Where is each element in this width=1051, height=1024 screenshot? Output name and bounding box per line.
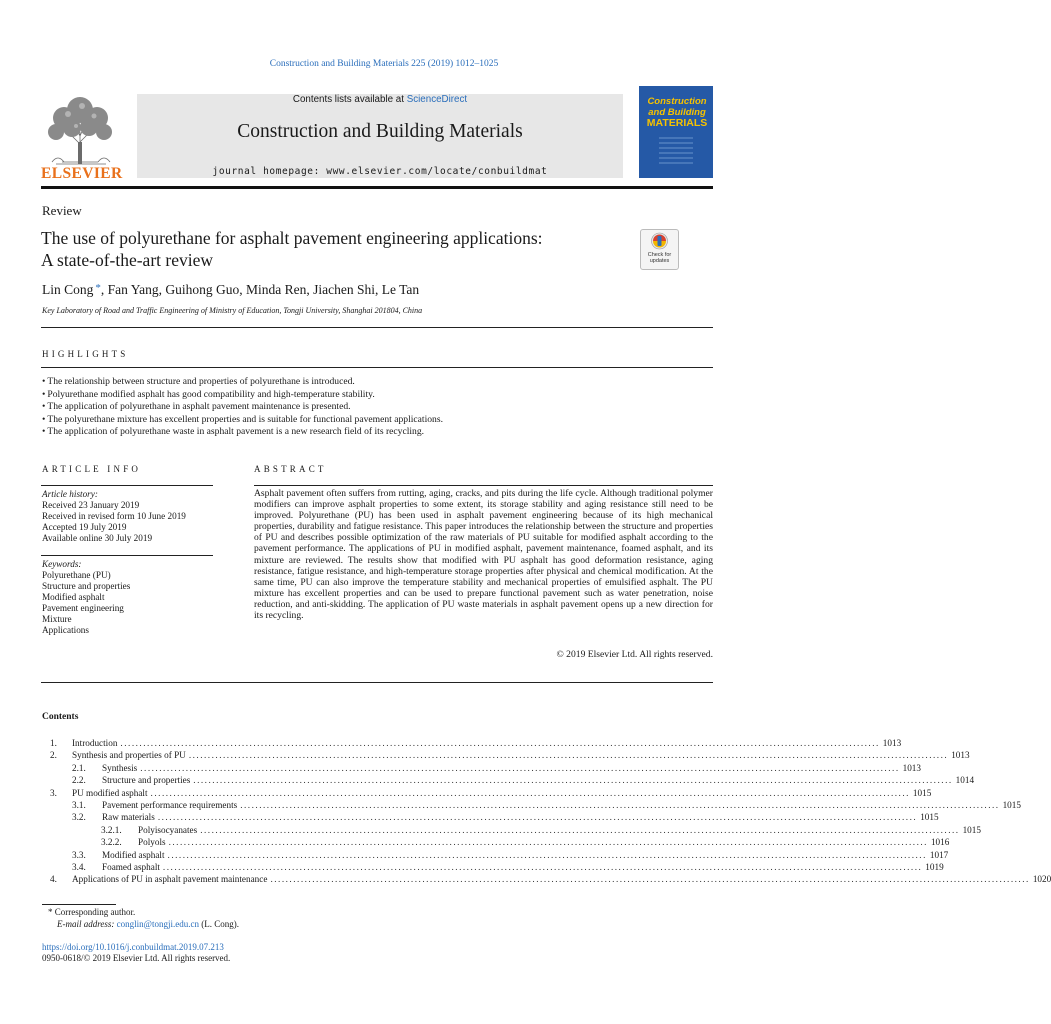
- toc-title: Raw materials: [102, 812, 155, 823]
- toc-entry-body: [72, 737, 902, 749]
- check-for-updates-label: [641, 252, 678, 264]
- title-divider: [41, 327, 713, 328]
- check-for-updates-line-1: Check for: [647, 252, 672, 258]
- cover-title-line-2: and Building: [648, 107, 706, 118]
- toc-title: Polyols: [138, 837, 166, 848]
- abstract-heading: ABSTRACT: [254, 464, 327, 474]
- keyword-item: Polyurethane (PU): [42, 570, 111, 580]
- article-history-label: Article history:: [42, 489, 98, 499]
- cover-title-line-1: Construction: [647, 96, 707, 107]
- toc-number: 3.1.: [72, 800, 86, 810]
- toc-number: 3.2.2.: [101, 837, 122, 848]
- toc-title: Modified asphalt: [102, 849, 165, 860]
- corresponding-author-label: Corresponding author.: [54, 907, 136, 917]
- highlights-heading: HIGHLIGHTS: [42, 349, 129, 359]
- toc-title: Introduction: [72, 738, 118, 748]
- keyword-item: Pavement engineering: [42, 603, 124, 613]
- cover-title-line-3: MATERIALS: [646, 117, 708, 129]
- homepage-label: journal homepage:: [212, 166, 327, 177]
- keyword-item: Structure and properties: [42, 581, 131, 591]
- author-email-link[interactable]: conglin@tongji.edu.cn: [116, 919, 199, 929]
- toc-number: 3.4.: [72, 862, 86, 872]
- toc-title: Synthesis and properties of PU: [72, 750, 186, 761]
- affiliation: Key Laboratory of Road and Traffic Engineering of Ministry of Education, Tongji University, Shanghai 201804, China: [42, 306, 423, 315]
- toc-entry[interactable]: [42, 749, 970, 761]
- doi-link[interactable]: https://doi.org/10.1016/j.conbuildmat.2019.07.213: [42, 942, 224, 952]
- toc-entry-body: [102, 799, 1021, 811]
- toc-leader: ........................................................................................................................................................................................................: [188, 750, 949, 761]
- history-online: Available online 30 July 2019: [42, 533, 153, 543]
- abstract-bottom-rule: [41, 682, 713, 683]
- abstract-copyright: © 2019 Elsevier Ltd. All rights reserved.: [556, 649, 713, 660]
- corresponding-author-note: [48, 907, 135, 917]
- homepage-url-link[interactable]: www.elsevier.com/locate/conbuildmat: [326, 166, 548, 177]
- toc-entry[interactable]: [42, 737, 902, 749]
- toc-page: 1015: [1002, 800, 1021, 810]
- toc-entry-body: [72, 873, 1051, 885]
- abstract-text: Asphalt pavement often suffers from rutting, aging, cracks, and pits during the life cycle. Although traditional polymer modifiers can improve asphalt properties to some extent, its storage stability and aging resistance still need to be improved. Polyurethane (PU) has been used in asphalt pavement engineering because of its high mechanical properties, durability and fatigue resistance. This paper introduces the relationship between the structure and properties of PU and describes possible optimization of the raw materials of PU suitable for modified asphalt according to the pavement performance. The applications of PU in modified asphalt, pavement maintenance, foamed asphalt, and its mixture are reviewed. The results show that modified with PU asphalt has good deformation resistance, aging resistance, fatigue resistance, and high-temperature storage properties after physical and chemical modification. At the same time, PU can also improve the temperature stability and mechanical properties of emulsified asphalt. The PU mixture has excellent properties and can be used to prepare functional pavement such as water penetration, noise reduction, and anti-skidding. The application of PU waste materials in asphalt pavement opens up a new direction for its recycling.: [254, 488, 713, 622]
- toc-page: 1014: [955, 775, 975, 786]
- toc-number: 3.2.1.: [101, 824, 122, 835]
- abstract-rule: [254, 485, 713, 486]
- toc-entry-body: [138, 836, 950, 848]
- toc-leader: ........................................................................................................................................................................................................: [200, 824, 960, 835]
- cover-title: [642, 96, 712, 129]
- toc-number: 2.: [50, 750, 57, 761]
- toc-entry[interactable]: [42, 799, 1021, 811]
- toc-leader: ........................................................................................................................................................................................................: [168, 837, 928, 848]
- corresponding-author-mark[interactable]: *: [95, 282, 101, 294]
- toc-entry[interactable]: [42, 836, 950, 848]
- toc-leader: ........................................................................................................................................................................................................: [167, 849, 927, 860]
- header-divider: [41, 186, 713, 189]
- keywords-rule: [41, 555, 213, 556]
- footnote-rule: [42, 904, 116, 905]
- issn-copyright: 0950-0618/© 2019 Elsevier Ltd. All rights reserved.: [42, 953, 231, 963]
- email-suffix: (L. Cong).: [201, 919, 239, 929]
- toc-number: 1.: [50, 738, 57, 748]
- check-for-updates-button[interactable]: [640, 229, 679, 270]
- toc-entry-body: [102, 762, 921, 774]
- sciencedirect-link[interactable]: ScienceDirect: [406, 94, 468, 105]
- footnote-mark: *: [48, 907, 53, 917]
- journal-citation-link[interactable]: Construction and Building Materials 225 (2019) 1012–1025: [269, 59, 499, 69]
- history-received: Received 23 January 2019: [42, 500, 140, 510]
- toc-title: Foamed asphalt: [102, 862, 160, 872]
- keyword-item: Applications: [42, 625, 89, 635]
- toc-entry[interactable]: [42, 861, 944, 873]
- toc-page: 1020: [1032, 874, 1051, 885]
- cover-decoration: [659, 134, 693, 168]
- highlight-item: • The application of polyurethane waste in asphalt pavement is a new research field of its recycling.: [42, 426, 712, 439]
- highlight-item: • Polyurethane modified asphalt has good compatibility and high-temperature stability.: [42, 389, 712, 402]
- highlights-list: [42, 376, 712, 439]
- toc-leader: ........................................................................................................................................................................................................: [162, 862, 923, 872]
- toc-title: Applications of PU in asphalt pavement maintenance: [72, 874, 268, 885]
- toc-entry-body: [102, 811, 939, 823]
- highlight-item: • The relationship between structure and properties of polyurethane is introduced.: [42, 376, 712, 389]
- journal-homepage: [137, 166, 623, 177]
- toc-leader: ........................................................................................................................................................................................................: [150, 787, 910, 798]
- contents-available-text: Contents lists available at: [292, 94, 407, 105]
- toc-entry-body: [72, 787, 932, 799]
- toc-number: 3.2.: [72, 812, 86, 823]
- toc-entry[interactable]: [42, 873, 1051, 885]
- toc-leader: ........................................................................................................................................................................................................: [157, 812, 918, 823]
- check-for-updates-icon: [641, 230, 678, 252]
- article-info-rule: [41, 485, 213, 486]
- toc-leader: ........................................................................................................................................................................................................: [193, 775, 953, 786]
- toc-entry[interactable]: [42, 824, 981, 836]
- toc-page: 1013: [882, 738, 902, 748]
- toc-page: 1015: [920, 812, 939, 823]
- keyword-item: Modified asphalt: [42, 592, 105, 602]
- article-title-line-2: A state-of-the-art review: [41, 249, 214, 270]
- author-lin-cong: Lin Cong: [42, 282, 94, 297]
- highlight-item: • The application of polyurethane in asphalt pavement maintenance is presented.: [42, 401, 712, 414]
- toc-number: 4.: [50, 874, 57, 885]
- toc-entry[interactable]: [42, 811, 939, 823]
- toc-title: Structure and properties: [102, 775, 191, 786]
- email-note: [57, 919, 239, 929]
- article-history: [42, 489, 186, 544]
- toc-number: 2.2.: [72, 775, 86, 786]
- toc-entry[interactable]: [42, 849, 949, 861]
- history-accepted: Accepted 19 July 2019: [42, 522, 127, 532]
- toc-page: 1013: [902, 762, 921, 773]
- toc-entry[interactable]: [42, 774, 975, 786]
- toc-page: 1019: [925, 862, 944, 872]
- author-list: [42, 282, 419, 298]
- article-title: [41, 228, 631, 271]
- elsevier-wordmark: ELSEVIER: [41, 165, 123, 182]
- toc-leader: ........................................................................................................................................................................................................: [120, 738, 880, 748]
- toc-page: 1015: [962, 824, 981, 835]
- article-type: Review: [42, 203, 82, 218]
- highlight-item: • The polyurethane mixture has excellent properties and is suitable for functional pavement applications.: [42, 414, 712, 427]
- toc-number: 2.1.: [72, 762, 86, 773]
- article-info-heading: ARTICLE INFO: [42, 464, 142, 474]
- journal-cover-thumbnail[interactable]: [639, 86, 713, 178]
- toc-entry-body: [72, 749, 970, 761]
- article-title-line-1: The use of polyurethane for asphalt pavement engineering applications:: [41, 228, 543, 248]
- author-list-rest: , Fan Yang, Guihong Guo, Minda Ren, Jiachen Shi, Le Tan: [100, 282, 420, 297]
- check-for-updates-line-2: updates: [649, 258, 670, 264]
- toc-page: 1015: [912, 787, 932, 798]
- toc-entry-body: [102, 861, 944, 873]
- contents-heading: Contents: [42, 712, 79, 722]
- history-revised: Received in revised form 10 June 2019: [42, 511, 186, 521]
- toc-leader: ........................................................................................................................................................................................................: [270, 874, 1030, 885]
- toc-page: 1013: [951, 750, 970, 761]
- toc-entry[interactable]: [42, 762, 921, 774]
- toc-page: 1016: [930, 837, 950, 848]
- highlights-rule: [41, 367, 713, 368]
- toc-title: PU modified asphalt: [72, 787, 148, 798]
- toc-number: 3.3.: [72, 849, 86, 860]
- toc-entry-body: [102, 849, 949, 861]
- keywords: [42, 559, 130, 636]
- toc-title: Synthesis: [102, 762, 138, 773]
- toc-leader: ........................................................................................................................................................................................................: [140, 762, 900, 773]
- toc-entry-body: [138, 824, 981, 836]
- journal-title[interactable]: Construction and Building Materials: [237, 121, 523, 142]
- keyword-item: Mixture: [42, 614, 72, 624]
- toc-entry-body: [102, 774, 975, 786]
- contents-availability: [137, 94, 623, 105]
- toc-entry[interactable]: [42, 787, 932, 799]
- toc-page: 1017: [929, 849, 949, 860]
- toc-leader: ........................................................................................................................................................................................................: [240, 800, 1000, 810]
- toc-title: Pavement performance requirements: [102, 800, 238, 810]
- toc-number: 3.: [50, 787, 57, 798]
- email-label: E-mail address:: [57, 919, 115, 929]
- keywords-label: Keywords:: [42, 559, 82, 569]
- toc-title: Polyisocyanates: [138, 824, 198, 835]
